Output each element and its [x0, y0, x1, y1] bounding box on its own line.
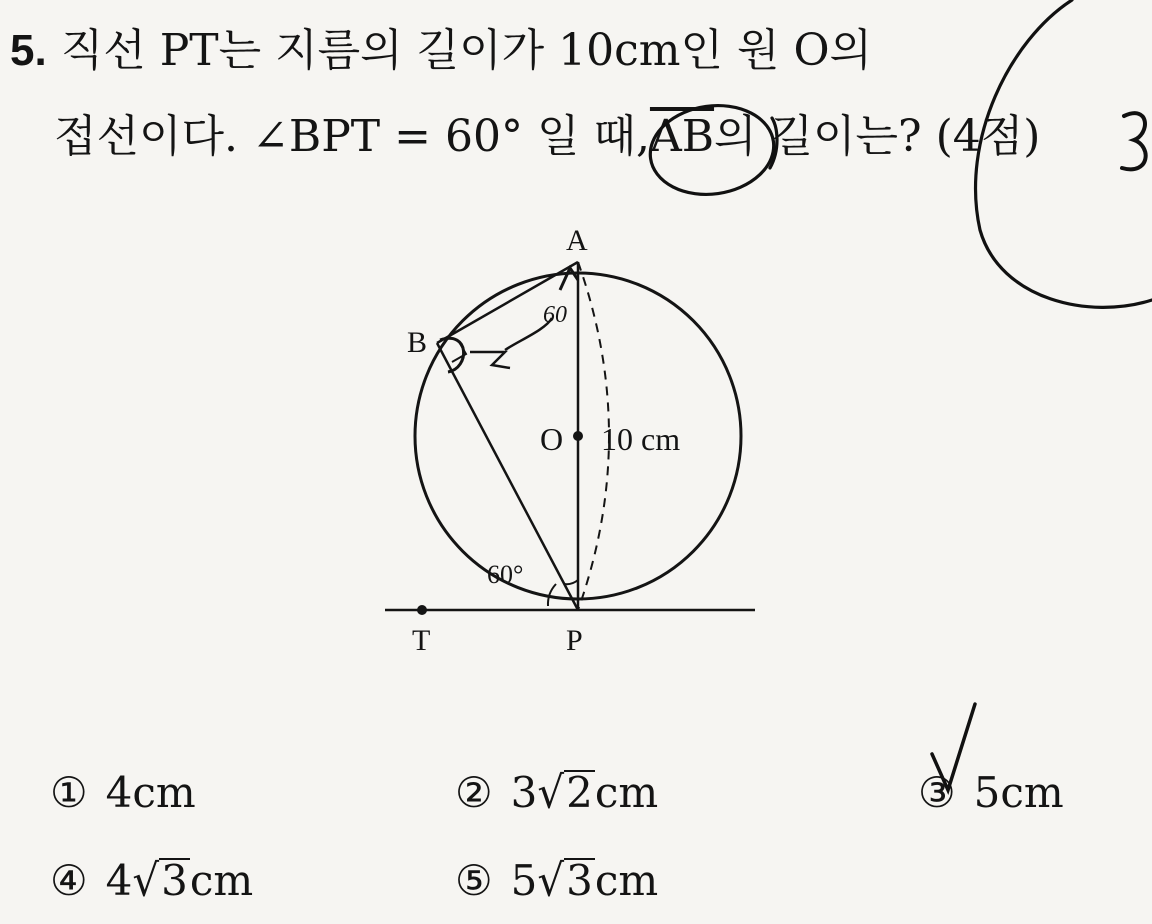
question-text-line-2-prefix: 접선이다. ∠BPT = 60° 일 때, [54, 111, 650, 162]
option-3-mark: ③ [918, 768, 956, 817]
option-2-mark: ② [455, 768, 493, 817]
option-4-coef: 4 [105, 856, 133, 905]
hand-big-curve [976, 0, 1152, 307]
option-5-mark: ⑤ [455, 856, 493, 905]
label-a: A [566, 224, 588, 257]
question-number: 5. [10, 26, 47, 75]
label-p: P [566, 624, 583, 657]
option-5-radicand: 3 [566, 856, 593, 905]
option-4-radicand: 3 [161, 856, 188, 905]
label-angle-hand: 60 [543, 302, 567, 328]
option-1-mark: ① [50, 768, 88, 817]
option-4-mark: ④ [50, 856, 88, 905]
label-b: B [407, 326, 428, 359]
question-text-line-1: 직선 PT는 지름의 길이가 10cm인 원 O의 [60, 25, 873, 76]
label-diameter: 10 cm [601, 421, 681, 457]
label-angle-bpt: 60° [487, 560, 524, 589]
label-o: O [540, 421, 564, 457]
hand-digit-three-stroke [1122, 113, 1146, 169]
hand-circle-ab [644, 98, 779, 202]
checkmark-icon [932, 704, 975, 790]
arc-ab-label: $\overline{AB}$ [649, 111, 715, 162]
option-2-radicand: 2 [566, 768, 593, 817]
option-3-text: 5cm [973, 768, 1064, 817]
radical-icon: √ [537, 854, 565, 907]
question-text-line-2-suffix: 의 길이는? (4점) [714, 111, 1041, 162]
label-t: T [412, 624, 431, 657]
radical-icon: √ [537, 766, 565, 819]
option-5-coef: 5 [510, 856, 538, 905]
option-5-unit: cm [594, 856, 659, 905]
option-1-text: 4cm [105, 768, 196, 817]
option-2-unit: cm [594, 768, 659, 817]
option-4-unit: cm [189, 856, 254, 905]
option-2-coef: 3 [510, 768, 538, 817]
radical-icon: √ [132, 854, 160, 907]
